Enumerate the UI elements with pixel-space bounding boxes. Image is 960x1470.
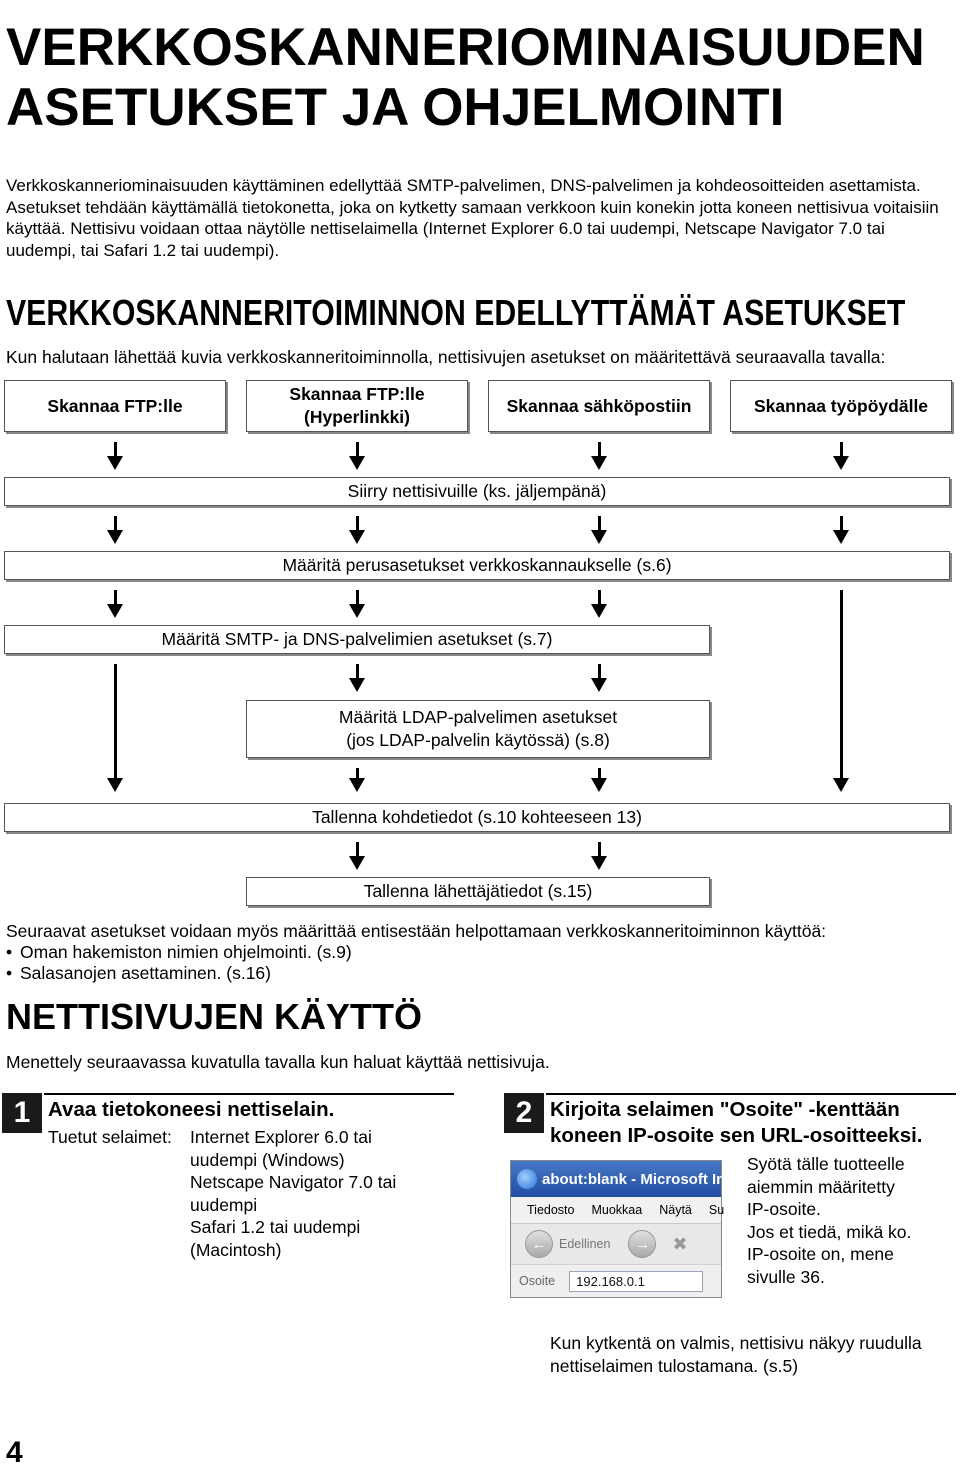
flow-arrow [591,842,607,870]
step-basic-settings: Määritä perusasetukset verkkoskannaukselle (s.6) [4,551,950,580]
hint-line: aiemmin määritetty [747,1176,895,1197]
stop-icon[interactable]: ✖ [672,1233,688,1254]
page-number: 4 [6,1436,23,1469]
step1-title: Avaa tietokoneesi nettiselain. [48,1098,335,1121]
note-line: Kun kytkentä on valmis, nettisivu näkyy ruudulla [550,1333,922,1353]
hint-line: sivulle 36. [747,1266,825,1287]
note-line: nettiselaimen tulostamana. (s.5) [550,1355,799,1376]
flow-arrow [349,842,365,870]
note-text: Seuraavat asetukset voidaan myös määrittää entisestään helpottamaan verkkoskanneritoiminnon käyttöä: [6,921,827,941]
forward-arrow-icon[interactable]: → [628,1230,656,1258]
supported-browsers-label: Tuetut selaimet: [48,1127,172,1147]
step-number-1: 1 [2,1093,42,1133]
browser-line: Netscape Navigator 7.0 tai [190,1172,397,1192]
menu-item[interactable]: Tiedosto [527,1203,575,1217]
step-save-sender: Tallenna lähettäjätiedot (s.15) [246,877,710,906]
bullet-item: • Salasanojen asettaminen. (s.16) [6,963,826,984]
hint-line: Jos et tiedä, mikä ko. [747,1221,912,1242]
step-smtp-dns: Määritä SMTP- ja DNS-palvelimien asetukset (s.7) [4,625,710,654]
browser-title: about:blank - Microsoft In [542,1170,726,1188]
flow-arrow [591,590,607,618]
box-scan-email: Skannaa sähköpostiin [488,380,710,432]
step-ldap: Määritä LDAP-palvelimen asetukset (jos LDAP-palvelin käytössä) (s.8) [246,700,710,758]
hint-line: IP-osoite. [747,1199,821,1219]
step2-title [550,1097,923,1149]
back-label[interactable]: Edellinen [559,1237,611,1251]
divider [546,1093,956,1095]
flow-arrow [349,768,365,792]
hint-line: Syötä tälle tuotteelle [747,1154,905,1174]
intro-paragraph: Asetukset tehdään käyttämällä tietokonetta, joka on kytketty samaan verkkoon kuin konekin jotta koneen nettisivua voitaisiin käyttää. Nettisivu voidaan ottaa näytölle nettiselaimella (Internet Explorer 6.0 tai uudempi, Netscape Navigator 7.0 tai uudempi, tai Safari 1.2 tai uudempi). [6,197,939,260]
menu-item[interactable]: Muokkaa [591,1203,643,1217]
hint-line: IP-osoite on, mene [747,1244,894,1264]
browser-screenshot [510,1160,726,1298]
section-heading-settings: VERKKOSKANNERITOIMINNON EDELLYTTÄMÄT ASETUKSET [6,292,906,333]
step2-title-line: Kirjoita selaimen "Osoite" -kenttään [550,1098,900,1121]
browser-line: Safari 1.2 tai uudempi [190,1217,361,1237]
flow-arrow [833,442,849,470]
browser-menubar [511,1197,725,1224]
browser-navbar [511,1224,721,1264]
step2-title-line: koneen IP-osoite sen URL-osoitteeksi. [550,1124,923,1147]
supported-browsers-list [190,1126,396,1261]
browser-line: uudempi [190,1194,258,1215]
optional-settings-note [6,921,826,984]
browser-titlebar [511,1161,726,1197]
flow-arrow [349,442,365,470]
browser-line: (Macintosh) [190,1239,282,1260]
page-title: VERKKOSKANNERIOMINAISUUDEN ASETUKSET JA OHJELMOINTI [6,18,925,137]
flow-arrow [107,590,123,618]
browser-line: Internet Explorer 6.0 tai [190,1127,372,1147]
divider [44,1093,454,1095]
address-input[interactable]: 192.168.0.1 [569,1271,703,1292]
flow-arrow [349,516,365,544]
section-heading-web-pages: NETTISIVUJEN KÄYTTÖ [6,996,423,1037]
address-label: Osoite [519,1274,556,1288]
flow-arrow [591,664,607,692]
browser-addressbar [511,1264,721,1297]
step-number-2: 2 [504,1093,544,1133]
section-lead: Menettely seuraavassa kuvatulla tavalla kun haluat käyttää nettisivuja. [6,1052,550,1072]
flow-arrow [107,664,123,792]
flow-arrow [591,516,607,544]
box-scan-desktop: Skannaa työpöydälle [730,380,952,432]
menu-item[interactable]: Näytä [659,1203,692,1217]
flow-arrow [833,590,849,792]
back-arrow-icon[interactable]: ← [525,1230,553,1258]
flow-arrow [833,516,849,544]
flow-arrow [107,442,123,470]
flow-arrow [107,516,123,544]
ip-address-hint [747,1153,911,1288]
menu-item[interactable]: Su [708,1203,725,1217]
flow-arrow [349,664,365,692]
flow-arrow [591,442,607,470]
step-save-destinations: Tallenna kohdetiedot (s.10 kohteeseen 13) [4,803,950,832]
section-lead: Kun halutaan lähettää kuvia verkkoskanneritoiminnolla, nettisivujen asetukset on määritettävä seuraavalla tavalla: [6,347,886,367]
bullet-item: • Oman hakemiston nimien ohjelmointi. (s.9) [6,942,826,963]
step-go-to-web-pages: Siirry nettisivuille (ks. jäljempänä) [4,477,950,506]
intro-paragraph: Verkkoskanneriominaisuuden käyttäminen edellyttää SMTP-palvelimen, DNS-palvelimen ja kohdeosoitteiden asettamista. [6,176,921,195]
flow-arrow [349,590,365,618]
browser-line: uudempi (Windows) [190,1149,345,1170]
ie-globe-icon [517,1169,537,1189]
connection-note [550,1332,922,1377]
intro-text [6,175,951,261]
box-scan-ftp-hyperlink: Skannaa FTP:lle (Hyperlinkki) [246,380,468,432]
box-scan-ftp: Skannaa FTP:lle [4,380,226,432]
flow-arrow [591,768,607,792]
